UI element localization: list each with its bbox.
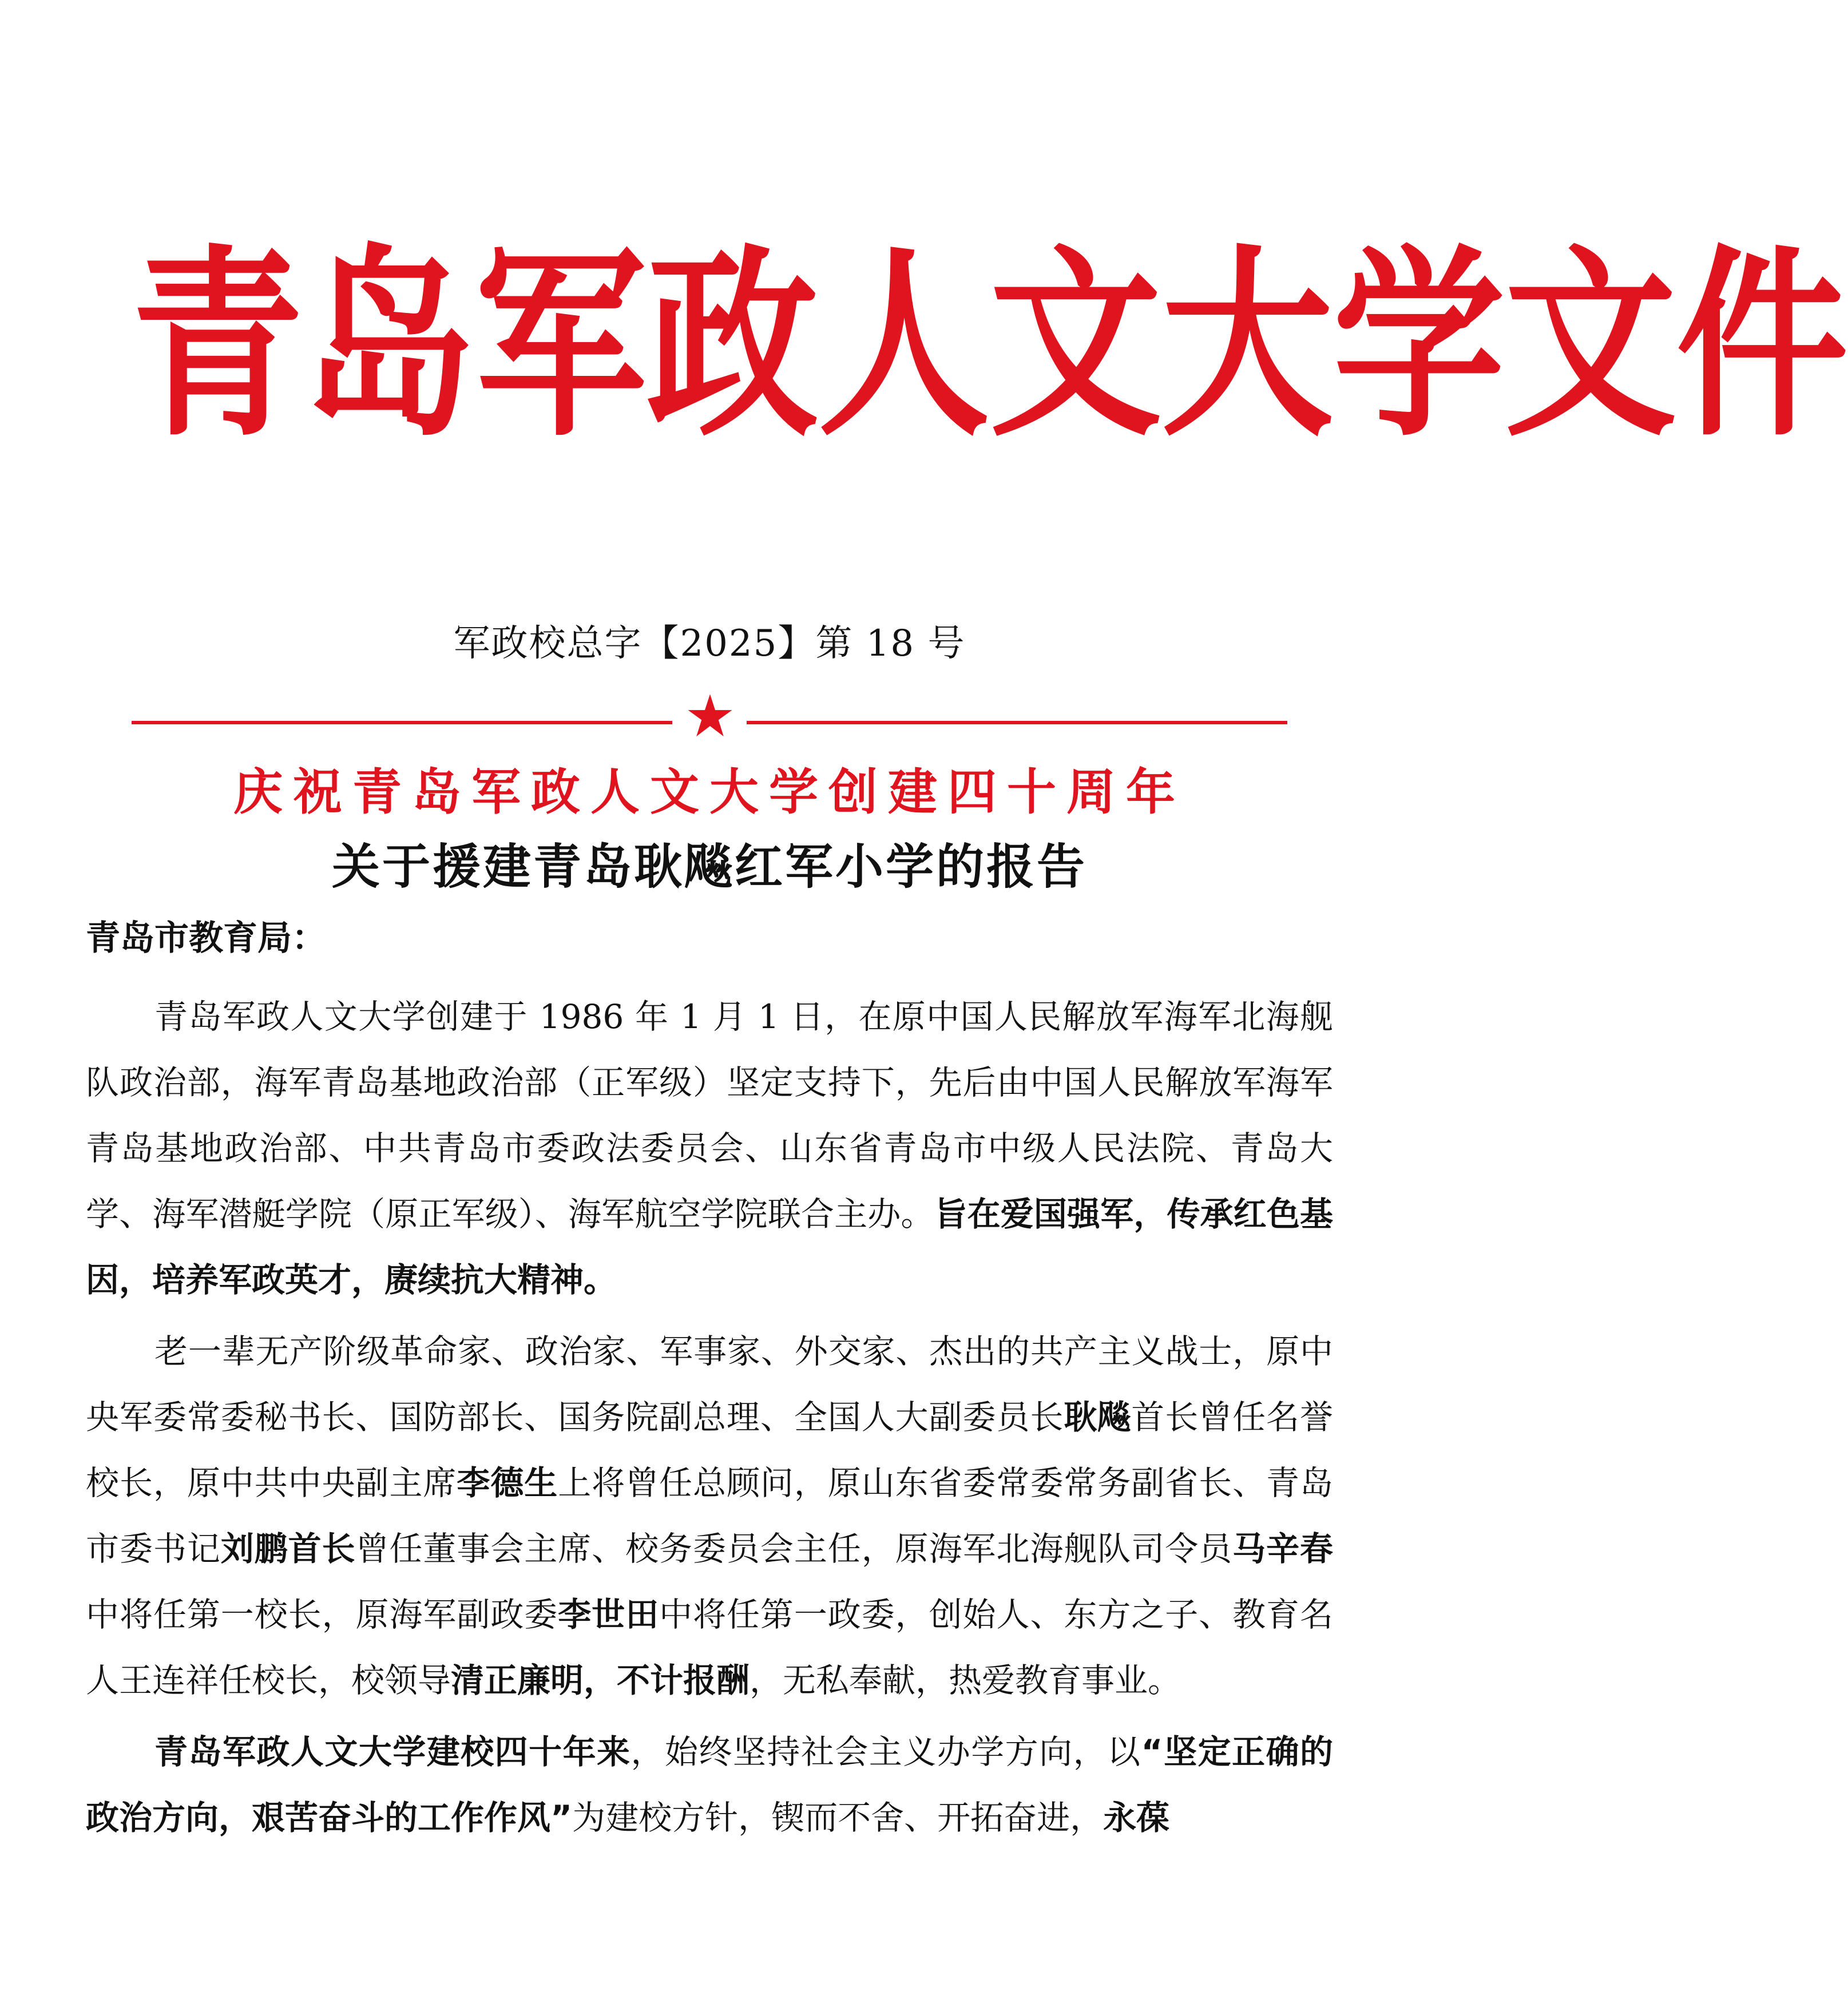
masthead-char: 件 <box>1676 228 1848 464</box>
text-segment: 首长曾任名誉校长，原中共中央副主席 <box>86 1398 1333 1502</box>
red-divider-left <box>132 721 672 724</box>
text-segment: 中将任第一校长，原海军副政委 <box>86 1595 558 1634</box>
bold-text-segment: “坚定正确的政治方向，艰苦奋斗的工作作风” <box>86 1732 1333 1837</box>
bold-text-segment: 李德生 <box>457 1463 558 1502</box>
document-title-red: 庆祝青岛军政人文大学创建四十周年 <box>233 764 1185 821</box>
masthead-char: 军 <box>475 228 647 464</box>
red-divider-right <box>747 721 1287 724</box>
text-segment: ，无私奉献，热爱教育事业。 <box>749 1661 1181 1700</box>
masthead-char: 文 <box>990 228 1161 464</box>
bold-text-segment: 永葆 <box>1103 1798 1170 1837</box>
salutation: 青岛市教育局： <box>86 918 326 958</box>
masthead-char: 学 <box>1333 228 1505 464</box>
text-segment: 为建校方针，锲而不舍、开拓奋进， <box>572 1798 1104 1837</box>
paragraph <box>86 984 1333 1313</box>
masthead-char: 文 <box>1505 228 1676 464</box>
bold-text-segment: 马辛春 <box>1232 1529 1333 1568</box>
document-title: 关于援建青岛耿飚红军小学的报告 <box>331 839 1087 895</box>
bold-text-segment: 青岛军政人文大学建校四十年来 <box>154 1732 631 1771</box>
document-masthead <box>132 228 1848 464</box>
text-segment: 中将任第一政委，创始人、东方之子、教育名人王连祥任校长，校领导 <box>86 1595 1333 1700</box>
text-segment: 青岛军政人文大学创建于 1986 年 1 月 1 日，在原中国人民解放军海军北海舰队政治部，海军青岛基地政治部（正军级）坚定支持下，先后由中国人民解放军海军青岛基地政治部、中共青岛市委政法委员会、山东省青岛市中级人民法院、青岛大学、海军潜艇学院（原正军级）、海军航空学院联合主办。 <box>86 997 1333 1233</box>
bold-text-segment: 清正廉明，不计报酬 <box>451 1661 750 1700</box>
document-number: 军政校总字【2025】第 18 号 <box>453 622 966 665</box>
bold-text-segment: 旨在爱国强军，传承红色基因，培养军政英才，赓续抗大精神。 <box>86 1195 1333 1299</box>
paragraph <box>86 1319 1333 1714</box>
masthead-char: 大 <box>1161 228 1333 464</box>
bold-text-segment: 李世田 <box>558 1595 660 1634</box>
bold-text-segment: 耿飚 <box>1064 1398 1132 1437</box>
text-segment: 上将曾任总顾问，原山东省委常委常务副省长、青岛市委书记 <box>86 1463 1333 1568</box>
text-segment: 曾任董事会主席、校务委员会主任，原海军北海舰队司令员 <box>355 1529 1233 1568</box>
masthead-char: 青 <box>132 228 303 464</box>
text-segment: 老一辈无产阶级革命家、政治家、军事家、外交家、杰出的共产主义战士，原中央军委常委秘书长、国防部长、国务院副总理、全国人大副委员长 <box>86 1332 1333 1437</box>
text-segment: ，始终坚持社会主义办学方向，以 <box>630 1732 1141 1771</box>
star-icon <box>687 692 733 739</box>
masthead-char: 政 <box>647 228 818 464</box>
paragraph <box>86 1719 1333 1851</box>
masthead-char: 人 <box>818 228 990 464</box>
masthead-char: 岛 <box>303 228 475 464</box>
document-body <box>86 984 1333 1851</box>
bold-text-segment: 刘鹏首长 <box>220 1529 356 1568</box>
